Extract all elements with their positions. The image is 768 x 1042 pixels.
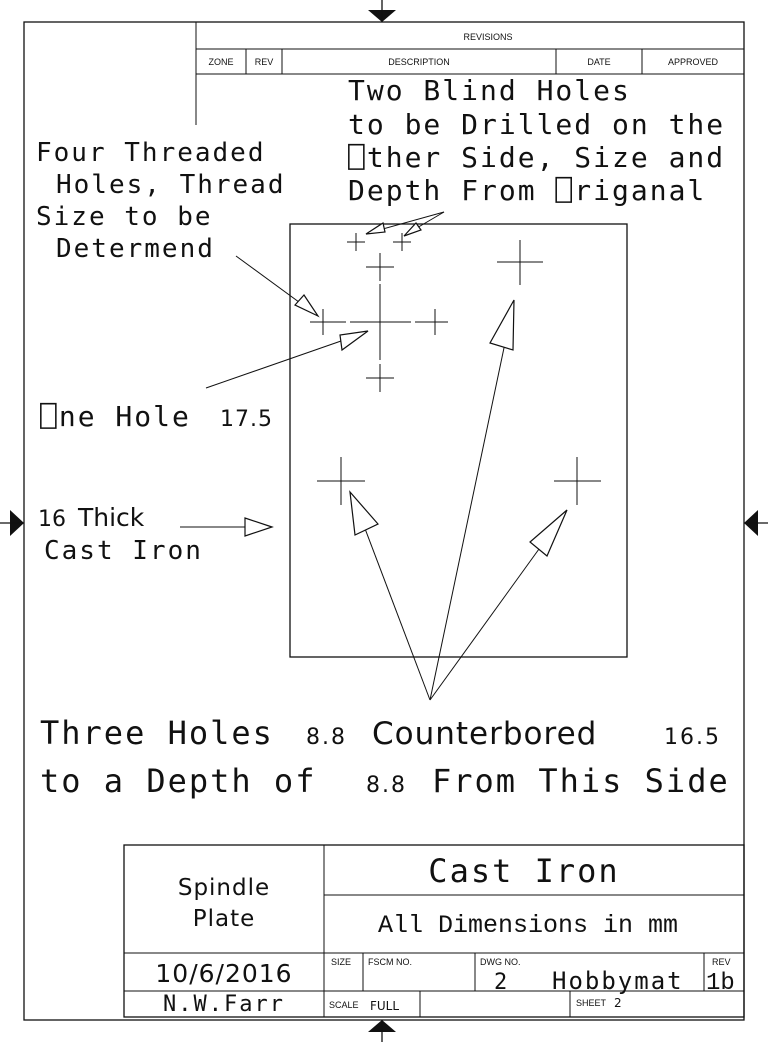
- rev-col-rev: REV: [254, 57, 274, 67]
- note-number: 8.8: [366, 773, 407, 798]
- note-line: Size to be: [36, 202, 213, 232]
- drawing-date: 10/6/2016: [155, 959, 293, 988]
- note-text: Counterbored: [372, 716, 598, 752]
- threaded-hole-mark: [366, 253, 394, 281]
- material-name: Cast Iron: [428, 852, 620, 890]
- one-hole-note: [40, 400, 273, 433]
- material-note: Cast Iron: [44, 536, 203, 566]
- sheet-value: 2: [614, 996, 622, 1010]
- note-line: Depth From ⎕riganal: [348, 174, 707, 207]
- one-hole-label: ⎕ne Hole: [40, 400, 191, 433]
- counterbored-hole-mark: [317, 457, 365, 505]
- center-hole-mark: [336, 284, 422, 360]
- note-line: Determend: [56, 234, 215, 264]
- rev-value: 1b: [706, 970, 735, 997]
- note-text: From This Side: [432, 762, 730, 800]
- size-label: SIZE: [331, 957, 352, 967]
- note-text: Three Holes: [40, 714, 274, 752]
- three-holes-note: [40, 714, 730, 800]
- part-name: Spindle: [177, 875, 271, 901]
- leader-lines: [180, 212, 567, 700]
- company-name: Hobbymat: [552, 967, 684, 995]
- drawn-by: N.W.Farr: [163, 992, 285, 1017]
- note-line: ⎕ther Side, Size and: [348, 141, 726, 174]
- note-number: 8.8: [306, 725, 347, 750]
- thickness-note: [38, 503, 203, 566]
- rev-col-date: DATE: [587, 57, 611, 67]
- one-hole-size: 17.5: [220, 407, 273, 432]
- thickness-text: Thick: [78, 503, 145, 532]
- rev-col-approved: APPROVED: [667, 57, 719, 67]
- note-text: to a Depth of: [40, 762, 317, 800]
- hole-marks: [310, 233, 601, 505]
- note-line: Two Blind Holes: [348, 74, 631, 107]
- threaded-hole-mark: [366, 364, 394, 392]
- note-line: to be Drilled on the: [348, 108, 726, 141]
- revisions-title: REVISIONS: [463, 32, 513, 42]
- dwg-label: DWG NO.: [480, 957, 521, 967]
- note-line: Four Threaded: [36, 138, 266, 168]
- counterbored-hole-mark: [497, 240, 543, 285]
- blind-hole-mark: [347, 233, 365, 251]
- dwg-number: 2: [494, 970, 510, 995]
- counterbored-hole-mark: [554, 457, 601, 505]
- part-name: Plate: [192, 906, 256, 932]
- rev-col-zone: ZONE: [208, 57, 234, 67]
- blind-hole-mark: [393, 233, 411, 251]
- threaded-holes-note: [36, 138, 286, 264]
- rev-col-description: DESCRIPTION: [388, 57, 450, 67]
- scale-label: SCALE: [329, 1000, 359, 1010]
- spindle-plate-outline: [290, 224, 627, 657]
- threaded-hole-mark: [422, 309, 448, 335]
- sheet-label: SHEET: [576, 998, 607, 1008]
- thickness-value: 16: [38, 507, 66, 532]
- rev-label: REV: [712, 957, 731, 967]
- blind-holes-note: [348, 74, 725, 207]
- scale-value: FULL: [370, 999, 400, 1013]
- fscm-label: FSCM NO.: [368, 957, 412, 967]
- note-number: 16.5: [664, 725, 721, 750]
- units-note: All Dimensions in mm: [377, 911, 679, 940]
- note-line: Holes, Thread: [56, 170, 286, 200]
- title-block: [124, 845, 744, 1017]
